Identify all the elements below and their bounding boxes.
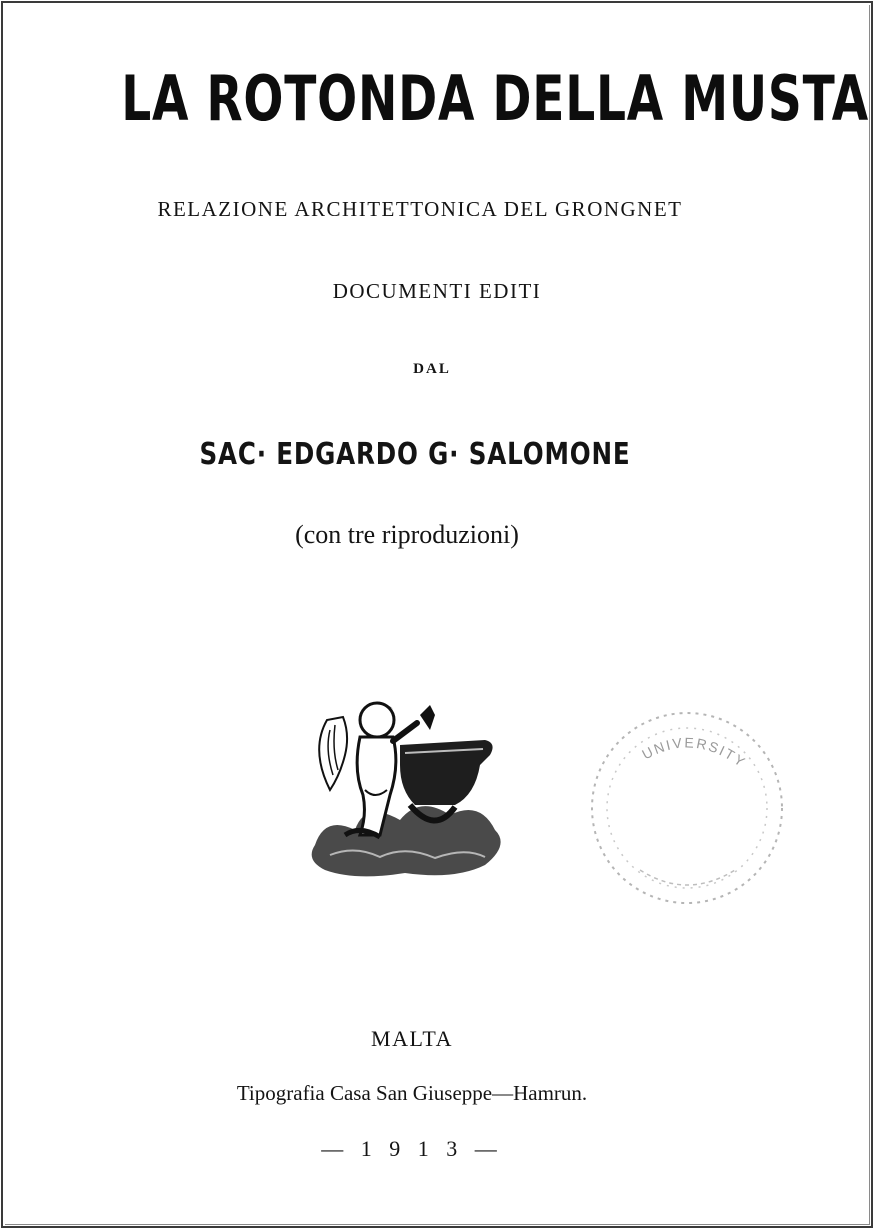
book-subtitle: RELAZIONE ARCHITETTONICA DEL GRONGNET: [157, 197, 683, 221]
library-stamp: [585, 700, 790, 915]
printer-line: Tipografia Casa San Giuseppe—Hamrun.: [236, 1081, 588, 1105]
stamp-text: UNIVERSITY: [639, 734, 750, 771]
author-name: SAC· EDGARDO G· SALOMONE: [199, 437, 631, 472]
publication-year: — 1 9 1 3 —: [321, 1136, 503, 1161]
svg-text:UNIVERSITY: [639, 734, 749, 770]
cherub-vignette: [305, 695, 510, 885]
by-line: DAL: [413, 361, 451, 377]
place-of-publication: MALTA: [371, 1026, 453, 1051]
documents-line: DOCUMENTI EDITI: [332, 279, 542, 303]
book-title: LA ROTONDA DELLA MUSTA: [121, 62, 870, 135]
reproductions-note: (con tre riproduzioni): [295, 520, 519, 549]
